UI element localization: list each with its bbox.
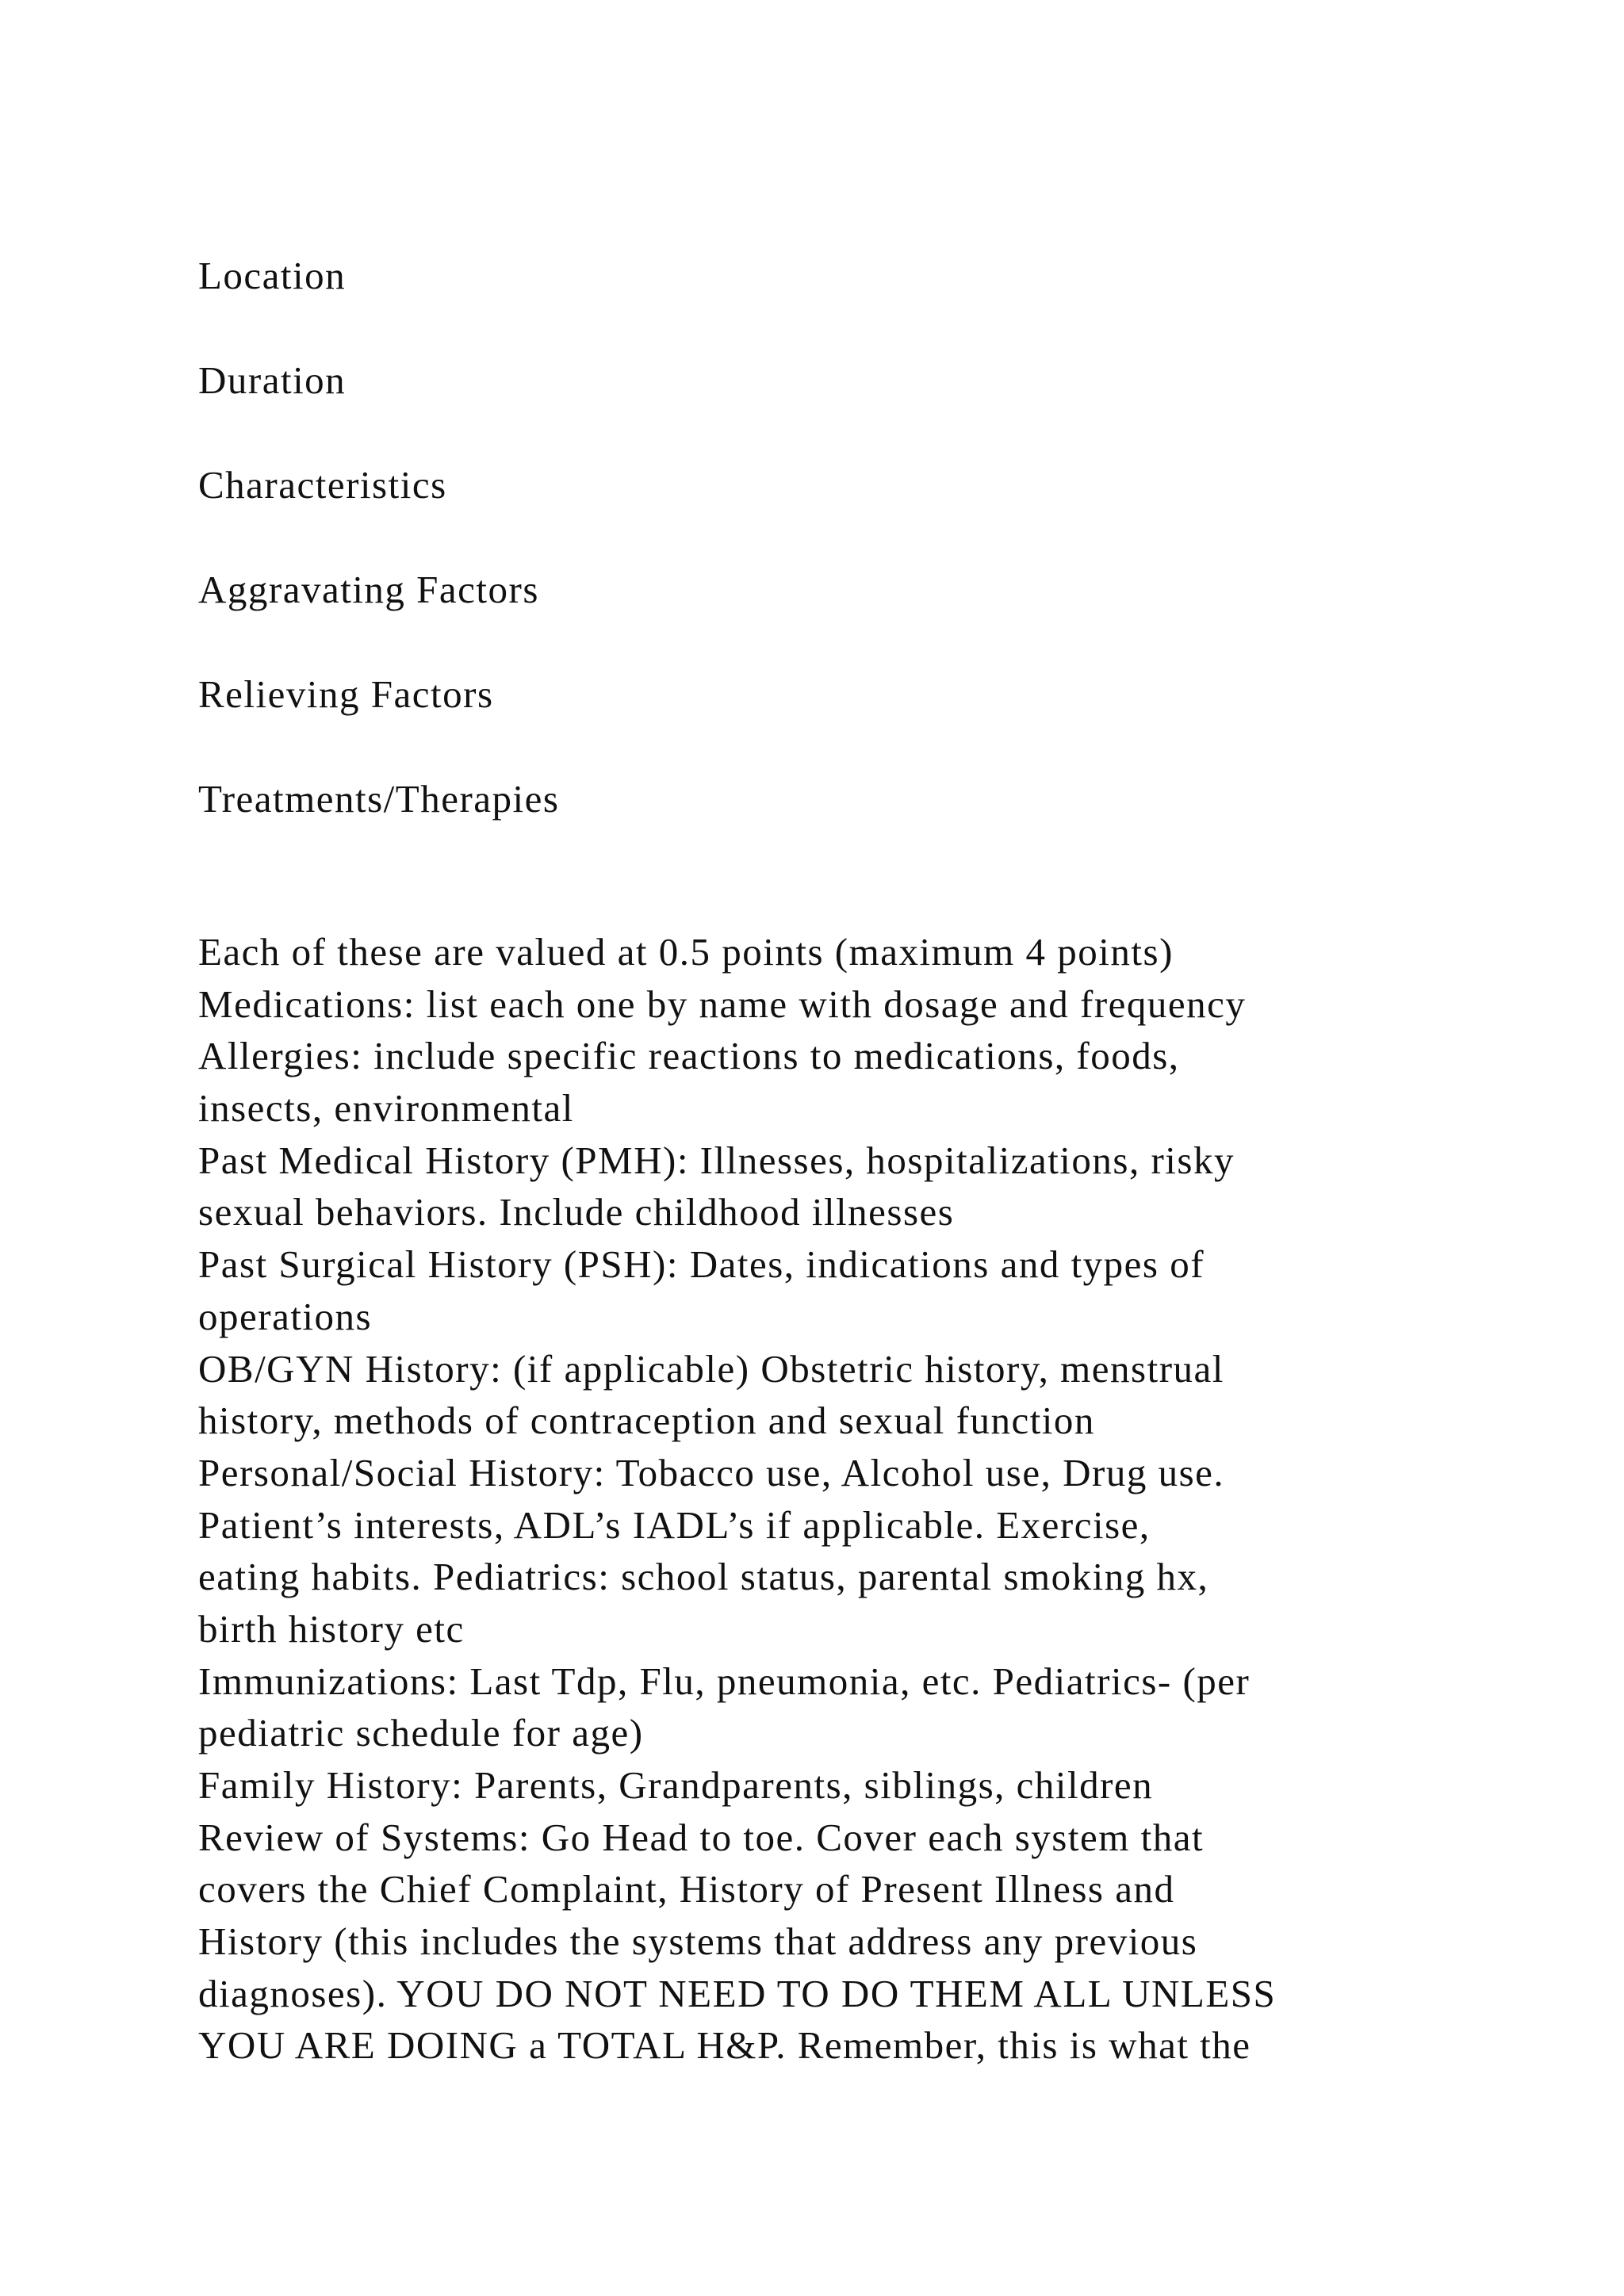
body-line: operations	[198, 1294, 373, 1338]
body-line: Family History: Parents, Grandparents, siblings, children	[198, 1763, 1154, 1807]
body-line: Review of Systems: Go Head to toe. Cover each system that	[198, 1815, 1205, 1859]
body-line: history, methods of contraception and sexual function	[198, 1399, 1095, 1443]
body-line: OB/GYN History: (if applicable) Obstetric history, menstrual	[198, 1346, 1224, 1391]
body-line: sexual behaviors. Include childhood illnesses	[198, 1190, 955, 1234]
body-line: Past Medical History (PMH): Illnesses, hospitalizations, risky	[198, 1138, 1235, 1182]
body-line: birth history etc	[198, 1606, 465, 1651]
body-line: Patient’s interests, ADL’s IADL’s if applicable. Exercise,	[198, 1502, 1151, 1547]
body-line: Personal/Social History: Tobacco use, Alcohol use, Drug use.	[198, 1450, 1225, 1494]
field-characteristics: Characteristics	[198, 463, 447, 507]
body-line: Allergies: include specific reactions to medications, foods,	[198, 1034, 1180, 1078]
body-line: YOU ARE DOING a TOTAL H&P. Remember, this is what the	[198, 2023, 1251, 2068]
body-line: Immunizations: Last Tdp, Flu, pneumonia, etc. Pediatrics- (per	[198, 1659, 1251, 1703]
body-line: Medications: list each one by name with dosage and frequency	[198, 982, 1247, 1026]
field-location: Location	[198, 254, 347, 297]
field-duration: Duration	[198, 358, 347, 402]
body-line: insects, environmental	[198, 1086, 574, 1131]
field-treatments-therapies: Treatments/Therapies	[198, 777, 560, 821]
body-line: History (this includes the systems that address any previous	[198, 1919, 1198, 1964]
body-line: Each of these are valued at 0.5 points (maximum 4 points)	[198, 930, 1174, 974]
body-line: covers the Chief Complaint, History of Present Illness and	[198, 1867, 1175, 1911]
body-line: diagnoses). YOU DO NOT NEED TO DO THEM ALL UNLESS	[198, 1971, 1277, 2015]
field-aggravating-factors: Aggravating Factors	[198, 568, 539, 611]
body-line: eating habits. Pediatrics: school status, parental smoking hx,	[198, 1555, 1209, 1599]
field-relieving-factors: Relieving Factors	[198, 672, 494, 716]
instructions-text	[198, 926, 1276, 2072]
body-line: pediatric schedule for age)	[198, 1711, 644, 1755]
field-list	[198, 247, 559, 874]
body-line: Past Surgical History (PSH): Dates, indications and types of	[198, 1242, 1205, 1287]
